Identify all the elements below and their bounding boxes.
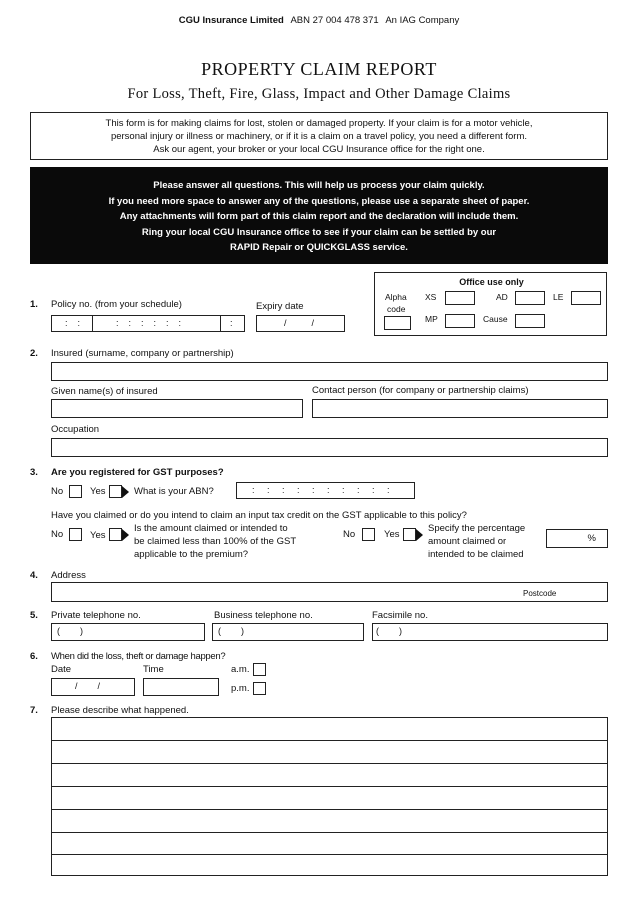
description-field[interactable]: [51, 717, 608, 876]
notice-line-4: Ring your local CGU Insurance office to see if your claim can be settled by our: [141, 226, 497, 238]
incident-date-field[interactable]: [51, 678, 135, 696]
form-title: PROPERTY CLAIM REPORT: [201, 59, 437, 79]
notice-line-5: RAPID Repair or QUICKGLASS service.: [230, 242, 408, 253]
abn-separators: : : : : : : : : : :: [252, 485, 390, 495]
itc-yes-label: Yes: [90, 530, 106, 541]
itc-question: Have you claimed or do you intend to claim an input tax credit on the GST applicable to this policy?: [51, 510, 467, 521]
office-mp-field[interactable]: [445, 314, 475, 328]
office-xs-label: XS: [425, 292, 437, 302]
less-yes-label: Yes: [384, 529, 400, 540]
gst-yes-checkbox[interactable]: [109, 485, 122, 498]
private-phone-label: Private telephone no.: [51, 610, 141, 621]
contact-person-label: Contact person (for company or partnership claims): [312, 385, 529, 396]
company-header: [0, 15, 638, 26]
pm-label: p.m.: [231, 683, 250, 694]
expiry-label: Expiry date: [256, 301, 304, 312]
fax-field[interactable]: [372, 623, 608, 641]
time-label: Time: [143, 664, 164, 675]
arrow-right-icon: [122, 486, 129, 498]
office-use-panel: [374, 272, 607, 336]
q2-number: 2.: [30, 348, 38, 359]
q6-number: 6.: [30, 651, 38, 662]
office-xs-field[interactable]: [445, 291, 475, 305]
notice-line-2: If you need more space to answer any of the questions, please use a separate sheet of paper.: [108, 195, 530, 207]
gst-yes-label: Yes: [90, 486, 106, 497]
abn-field[interactable]: [236, 482, 415, 499]
gst-no-checkbox[interactable]: [69, 485, 82, 498]
q1-number: 1.: [30, 299, 38, 310]
date-label: Date: [51, 664, 72, 675]
am-checkbox[interactable]: [253, 663, 266, 676]
policy-separators-b: : : : : : :: [116, 318, 182, 328]
less-yes-checkbox[interactable]: [403, 528, 416, 541]
policy-label: Policy no. (from your schedule): [51, 299, 182, 310]
office-ad-label: AD: [496, 292, 508, 302]
address-field[interactable]: [51, 582, 608, 602]
form-subtitle: For Loss, Theft, Fire, Glass, Impact and Other Damage Claims: [127, 86, 511, 102]
office-le-field[interactable]: [571, 291, 601, 305]
intro-line-3: Ask our agent, your broker or your local CGU Insurance office for the right one.: [153, 144, 485, 155]
arrow-right-icon: [122, 529, 129, 541]
intro-line-2: personal injury or illness or machinery, or if it is a claim on a travel policy, you need a different form.: [110, 131, 528, 142]
policy-separators-c: :: [230, 318, 233, 328]
gst-question: Are you registered for GST purposes?: [51, 467, 224, 478]
office-ad-field[interactable]: [515, 291, 545, 305]
business-phone-label: Business telephone no.: [214, 610, 313, 621]
pm-checkbox[interactable]: [253, 682, 266, 695]
gst-no-label: No: [51, 486, 64, 497]
describe-label: Please describe what happened.: [51, 705, 189, 716]
office-code-label: code: [387, 304, 406, 314]
private-phone-field[interactable]: [51, 623, 205, 641]
given-names-label: Given name(s) of insured: [51, 386, 158, 397]
company-name: CGU Insurance Limited: [178, 15, 284, 26]
itc-no-checkbox[interactable]: [69, 528, 82, 541]
business-phone-field[interactable]: [212, 623, 364, 641]
when-question: When did the loss, theft or damage happen?: [51, 651, 226, 662]
incident-time-field[interactable]: [143, 678, 219, 696]
am-label: a.m.: [231, 664, 250, 675]
q3-number: 3.: [30, 467, 38, 478]
abn-question: What is your ABN?: [134, 486, 214, 497]
company-abn: ABN 27 004 478 371: [290, 15, 379, 26]
office-mp-label: MP: [425, 314, 438, 324]
description-line: [52, 809, 607, 810]
occupation-label: Occupation: [51, 424, 100, 435]
arrow-right-icon: [416, 529, 423, 541]
percentage-field[interactable]: [546, 529, 608, 548]
intro-line-1: This form is for making claims for lost, stolen or damaged property. If your claim is for a motor vehicle,: [105, 118, 533, 129]
expiry-date-field[interactable]: [256, 315, 345, 332]
company-group: An IAG Company: [385, 15, 460, 26]
notice-line-1: Please answer all questions. This will help us process your claim quickly.: [153, 180, 485, 191]
address-label: Address: [51, 570, 86, 581]
policy-number-field[interactable]: [51, 315, 245, 332]
incident-date-separators: / /: [75, 681, 101, 691]
given-names-field[interactable]: [51, 399, 303, 418]
office-cause-label: Cause: [483, 314, 508, 324]
percentage-question-3: intended to be claimed: [428, 549, 524, 560]
percent-symbol: %: [587, 533, 596, 544]
itc-yes-checkbox[interactable]: [109, 528, 122, 541]
office-use-title: Office use only: [459, 277, 524, 287]
notice-line-3: Any attachments will form part of this claim report and the declaration will include them.: [119, 211, 519, 222]
fax-area: ( ): [376, 626, 402, 636]
private-phone-area: ( ): [57, 626, 83, 636]
office-alpha-label: Alpha: [385, 292, 407, 302]
insured-label: Insured (surname, company or partnership): [51, 348, 234, 359]
policy-separators-a: : :: [65, 318, 81, 328]
percentage-question-1: Specify the percentage: [428, 523, 526, 534]
occupation-field[interactable]: [51, 438, 608, 457]
insured-name-field[interactable]: [51, 362, 608, 381]
fax-label: Facsimile no.: [372, 610, 428, 621]
q7-number: 7.: [30, 705, 38, 716]
office-cause-field[interactable]: [515, 314, 545, 328]
itc-no-label: No: [51, 529, 64, 540]
intro-box: [30, 112, 608, 160]
less-no-label: No: [343, 529, 356, 540]
description-line: [52, 740, 607, 741]
description-line: [52, 786, 607, 787]
less-than-question-2: be claimed less than 100% of the GST: [134, 536, 297, 547]
q5-number: 5.: [30, 610, 38, 621]
q4-number: 4.: [30, 570, 38, 581]
contact-person-field[interactable]: [312, 399, 608, 418]
description-line: [52, 763, 607, 764]
description-line: [52, 832, 607, 833]
notice-banner: [30, 167, 608, 264]
expiry-date-separators: / /: [284, 318, 315, 328]
less-than-question-1: Is the amount claimed or intended to: [134, 523, 288, 534]
office-alpha-field[interactable]: [384, 316, 411, 330]
less-than-question-3: applicable to the premium?: [134, 549, 249, 560]
postcode-label: Postcode: [523, 589, 557, 598]
less-no-checkbox[interactable]: [362, 528, 375, 541]
description-line: [52, 854, 607, 855]
business-phone-area: ( ): [218, 626, 244, 636]
office-le-label: LE: [553, 292, 564, 302]
percentage-question-2: amount claimed or: [428, 536, 507, 547]
